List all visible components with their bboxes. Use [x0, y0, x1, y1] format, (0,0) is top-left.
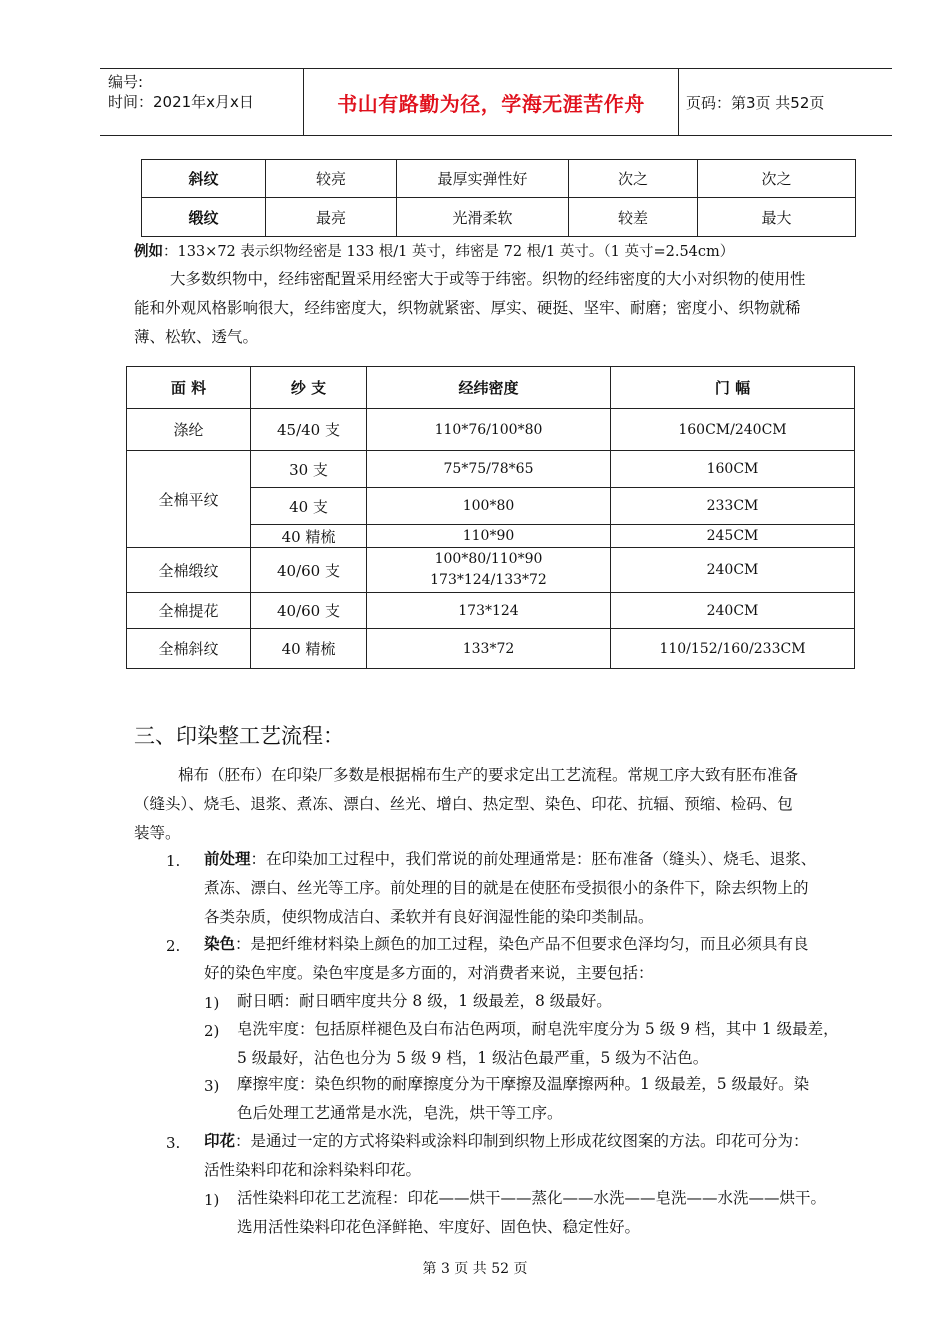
sublist-item — [237, 1184, 887, 1242]
paragraph-line: 薄、松软、透气。 — [134, 328, 259, 346]
table-cell: 233CM — [611, 488, 855, 525]
table-cell: 133*72 — [367, 629, 611, 669]
example-text: ：133×72 表示织物经密是 133 根/1 英寸，纬密是 72 根/1 英寸。（1 英寸=2.54cm） — [163, 244, 735, 260]
list-line: 各类杂质，使织物成洁白、柔软并有良好润湿性能的染印类制品。 — [204, 908, 654, 926]
paragraph-line: 大多数织物中，经纬密配置采用经密大于或等于纬密。织物的经纬密度的大小对织物的使用性 — [170, 270, 806, 288]
paragraph-line: 能和外观风格影响很大，经纬密度大，织物就紧密、厚实、硬挺、坚牢、耐磨；密度小、织物就稀 — [134, 299, 801, 317]
list-number: 1. — [166, 852, 181, 870]
paragraph-line: 棉布（胚布）在印染厂多数是根据棉布生产的要求定出工艺流程。常规工序大致有胚布准备 — [178, 766, 799, 784]
list-line: 色后处理工艺通常是水洗，皂洗，烘干等工序。 — [237, 1104, 563, 1122]
table-cell: 110*90 — [367, 525, 611, 548]
item-text: ：在印染加工过程中，我们常说的前处理通常是：胚布准备（缝头）、烧毛、退浆、 — [250, 850, 817, 868]
table-cell: 斜纹 — [142, 160, 266, 198]
page-footer: 第 3 页 共 52 页 — [422, 1261, 528, 1277]
table-cell: 缎纹 — [142, 198, 266, 237]
paragraph-line: 装等。 — [134, 824, 181, 842]
table-cell: 245CM — [611, 525, 855, 548]
table-row — [127, 593, 855, 629]
table-cell: 40 支 — [251, 488, 367, 525]
table-cell: 最厚实弹性好 — [397, 160, 569, 198]
list-item — [204, 1127, 884, 1185]
table-cell: 240CM — [611, 548, 855, 593]
table-cell: 最亮 — [266, 198, 397, 237]
density-paragraph — [134, 265, 864, 352]
table-cell: 全棉斜纹 — [127, 629, 251, 669]
list-line — [204, 930, 884, 959]
table-cell: 30 支 — [251, 451, 367, 488]
table-row — [127, 629, 855, 669]
list-line — [204, 845, 884, 874]
sublist-number: 1) — [204, 994, 220, 1012]
table-row — [127, 409, 855, 451]
table-header-row — [127, 367, 855, 409]
table-row — [142, 160, 856, 198]
column-header: 纱 支 — [251, 367, 367, 409]
table-cell: 173*124 — [367, 593, 611, 629]
list-line: 5 级最好，沾色也分为 5 级 9 档，1 级沾色最严重，5 级为不沾色。 — [237, 1049, 709, 1067]
table-cell: 40 精梳 — [251, 629, 367, 669]
table-cell: 45/40 支 — [251, 409, 367, 451]
paragraph-line: （缝头）、烧毛、退浆、煮冻、漂白、丝光、增白、热定型、染色、印花、抗辐、预缩、检码、包 — [134, 795, 793, 813]
table-cell: 全棉平纹 — [127, 451, 251, 548]
sublist-item — [237, 1015, 887, 1073]
table-row — [127, 451, 855, 488]
section-title: 三、印染整工艺流程： — [134, 724, 344, 748]
weave-comparison-table — [141, 159, 856, 237]
table-cell: 100*80 — [367, 488, 611, 525]
example-label: 例如 — [134, 244, 163, 260]
list-line: 活性染料印花工艺流程：印花——烘干——蒸化——水洗——皂洗——水洗——烘干。 — [237, 1189, 827, 1207]
list-line: 煮冻、漂白、丝光等工序。前处理的目的就是在使胚布受损很小的条件下，除去织物上的 — [204, 879, 809, 897]
list-item — [204, 845, 884, 932]
item-label: 前处理 — [204, 850, 251, 868]
list-line: 选用活性染料印花色泽鲜艳、牢度好、固色快、稳定性好。 — [237, 1218, 641, 1236]
header-motto: 书山有路勤为径，学海无涯苦作舟 — [337, 92, 645, 116]
density-value: 100*80/110*90 — [434, 551, 543, 567]
code-label: 编号: — [108, 73, 144, 91]
example-line — [134, 238, 734, 267]
header-bottom-rule — [100, 135, 892, 136]
table-cell: 40/60 支 — [251, 593, 367, 629]
table-cell: 160CM/240CM — [611, 409, 855, 451]
table-cell: 次之 — [569, 160, 698, 198]
header-divider-right — [678, 68, 679, 136]
list-number: 2. — [166, 937, 181, 955]
table-cell: 160CM — [611, 451, 855, 488]
header-page-info: 页码：第3页 共52页 — [686, 94, 825, 112]
sublist-number: 2) — [204, 1022, 220, 1040]
header-top-rule — [100, 68, 892, 69]
item-text: ：是通过一定的方式将染料或涂料印制到织物上形成花纹图案的方法。印花可分为： — [235, 1132, 809, 1150]
table-cell: 最大 — [698, 198, 856, 237]
fabric-spec-table — [126, 366, 855, 669]
table-row — [142, 198, 856, 237]
table-cell: 次之 — [698, 160, 856, 198]
table-cell — [367, 548, 611, 593]
column-header: 门 幅 — [611, 367, 855, 409]
header-meta — [108, 72, 254, 112]
table-cell: 全棉缎纹 — [127, 548, 251, 593]
list-line: 皂洗牢度：包括原样褪色及白布沾色两项，耐皂洗牢度分为 5 级 9 档，其中 1 级最差， — [237, 1020, 839, 1038]
table-cell: 涤纶 — [127, 409, 251, 451]
table-cell: 40 精梳 — [251, 525, 367, 548]
list-line — [204, 1127, 884, 1156]
item-label: 印花 — [204, 1132, 236, 1150]
item-text: ：是把纤维材料染上颜色的加工过程，染色产品不但要求色泽均匀，而且必须具有良 — [235, 935, 809, 953]
column-header: 面 料 — [127, 367, 251, 409]
table-row — [127, 548, 855, 593]
sublist-number: 3) — [204, 1077, 220, 1095]
sublist-number: 1) — [204, 1191, 220, 1209]
table-cell: 110/152/160/233CM — [611, 629, 855, 669]
list-number: 3. — [166, 1134, 181, 1152]
list-line: 好的染色牢度。染色牢度是多方面的，对消费者来说，主要包括： — [204, 964, 654, 982]
column-header: 经纬密度 — [367, 367, 611, 409]
table-cell: 240CM — [611, 593, 855, 629]
table-cell: 较差 — [569, 198, 698, 237]
density-value: 173*124/133*72 — [430, 572, 547, 588]
list-line: 耐日晒：耐日晒牢度共分 8 级，1 级最差，8 级最好。 — [237, 992, 612, 1010]
table-cell: 光滑柔软 — [397, 198, 569, 237]
table-cell: 110*76/100*80 — [367, 409, 611, 451]
section-intro — [134, 761, 864, 848]
table-cell: 40/60 支 — [251, 548, 367, 593]
sublist-item — [237, 1070, 887, 1128]
table-cell: 75*75/78*65 — [367, 451, 611, 488]
list-item — [204, 930, 884, 988]
sublist-item — [237, 987, 887, 1016]
table-cell: 全棉提花 — [127, 593, 251, 629]
list-line: 摩擦牢度：染色织物的耐摩擦度分为干摩擦及温摩擦两种。1 级最差，5 级最好。染 — [237, 1075, 810, 1093]
list-line: 活性染料印花和涂料染料印花。 — [204, 1161, 422, 1179]
item-label: 染色 — [204, 935, 236, 953]
table-cell: 较亮 — [266, 160, 397, 198]
time-label: 时间：2021年x月x日 — [108, 93, 254, 111]
